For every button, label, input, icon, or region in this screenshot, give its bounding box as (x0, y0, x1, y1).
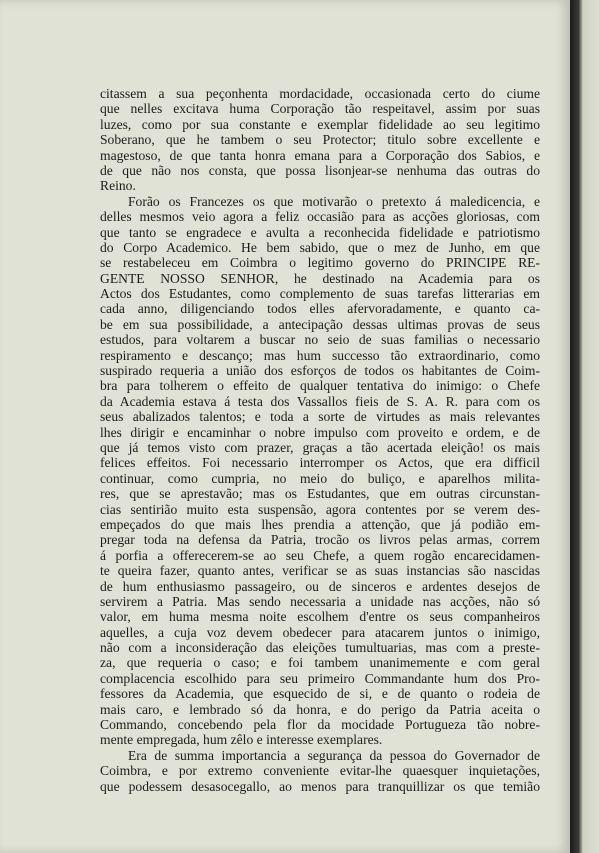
text-line: delles mesmos veio agora a feliz occasião para as acções gloriosas, com (100, 209, 540, 225)
text-line: á porfia a offerecerem-se ao seu Chefe, a quem rogão encarecidamen- (100, 547, 540, 563)
text-line: Actos dos Estudantes, como complemento de suas tarefas litterarias em (100, 286, 540, 302)
text-line: Forão os Francezes os que motivarão o pretexto á maledicencia, e (128, 193, 540, 209)
text-line: mente empregada, hum zêlo e interesse exemplares. (100, 732, 383, 748)
text-line: cias sentirião muito esta suspensão, agora contentes por se verem des- (100, 501, 540, 517)
text-line: se restabeleceu em Coimbra o legitimo governo do PRINCIPE RE- (100, 255, 540, 271)
text-line: res, que se aprestavão; mas os Estudantes, que em outras circunstan- (100, 486, 540, 502)
text-line: za, que requeria o caso; e foi tambem unanimemente e com geral (100, 655, 540, 671)
body-text (100, 86, 540, 794)
text-line: estudos, para voltarem a buscar no seio de suas familias o necessario (100, 332, 540, 348)
text-line: aquelles, a cuja voz devem obedecer para atacarem juntos o inimigo, (100, 624, 540, 640)
text-line: que já temos visto com prazer, graças a tão acertada eleição! os mais (100, 439, 540, 455)
text-line: de hum enthusiasmo passageiro, ou de sinceros e ardentes desejos de (100, 578, 540, 594)
text-line: felices effeitos. Foi necessario interromper os Actos, que era difficil (100, 455, 540, 471)
text-line: continuar, como cumpria, no meio do buliço, e aparelhos milita- (100, 470, 540, 486)
text-line: complacencia escolhido para seu primeiro Commandante hum dos Pro- (100, 670, 540, 686)
text-line: da Academia estava á testa dos Vassallos fieis de S. A. R. para com os (100, 393, 540, 409)
text-line: não com a inconsideração das eleições tumultuarias, mas com a preste- (100, 640, 540, 656)
text-line: pregar toda na defensa da Patria, trocão os livros pelas armas, correm (100, 532, 540, 548)
text-line: Coimbra, e por extremo conveniente evitar-lhe quaesquer inquietações, (100, 763, 540, 779)
text-line: suspirado requeria a união dos esforços de todos os habitantes de Coim- (100, 363, 540, 379)
text-line: mais caro, e lembrado só da honra, e do perigo da Patria aceita o (100, 701, 540, 717)
text-line: Reino. (100, 178, 136, 194)
text-line: cada anno, diligenciando todos elles afervoradamente, e quanto ca- (100, 301, 540, 317)
text-line: de que não nos consta, que possa lisonjear-se nenhuma das outras do (100, 162, 540, 178)
text-line: lhes dirigir e encaminhar o nobre impulso com proveito e ordem, e de (100, 424, 540, 440)
text-line: Commando, concebendo pela flor da mocidade Portugueza tão nobre- (100, 717, 540, 733)
text-line: seus abalizados talentos; e toda a sorte de virtudes as mais relevantes (100, 409, 540, 425)
text-line: Soberano, que he tambem o seu Protector; titulo sobre excellente e (100, 132, 540, 148)
text-line: te queira fazer, quanto antes, verificar se as suas instancias são nascidas (100, 563, 540, 579)
text-line: que nelles excitava huma Corporação tão respeitavel, assim por suas (100, 101, 540, 117)
text-line: do Corpo Academico. He bem sabido, que o mez de Junho, em que (100, 239, 540, 255)
text-line: empeçados do que mais lhes prendia a attenção, que já podião em- (100, 516, 540, 532)
text-line: servirem a Patria. Mas sendo necessaria a unidade nas acções, não só (100, 593, 540, 609)
text-line: respiramento e descanço; mas hum successo tão extraordinario, como (100, 347, 540, 363)
text-line: que podessem desasocegallo, ao menos para tranquillizar os que temião (100, 778, 540, 794)
text-line: GENTE NOSSO SENHOR, he destinado na Academia para os (100, 270, 540, 286)
text-line: magestoso, de que tanta honra emana para a Corporação dos Sabios, e (100, 147, 540, 163)
book-spine (570, 0, 599, 853)
text-line: citassem a sua peçonhenta mordacidade, occasionada certo do ciume (100, 86, 540, 101)
text-line: bra para tolherem o effeito de qualquer tentativa do inimigo: o Chefe (100, 378, 540, 394)
text-line: be em sua possibilidade, a antecipação dessas ultimas provas de seus (100, 316, 540, 332)
text-line: Era de summa importancia a segurança da pessoa do Governador de (128, 747, 540, 763)
text-line: luzes, como por sua constante e exemplar fidelidade ao seu legitimo (100, 116, 540, 132)
text-line: valor, em huma mesma noite escolhem d'entre os seus companheiros (100, 609, 540, 625)
text-line: fessores da Academia, que esquecido de si, e de quanto o rodeia de (100, 686, 540, 702)
text-line: que tanto se engradece e avulta a reconhecida fidelidade e patriotismo (100, 224, 540, 240)
